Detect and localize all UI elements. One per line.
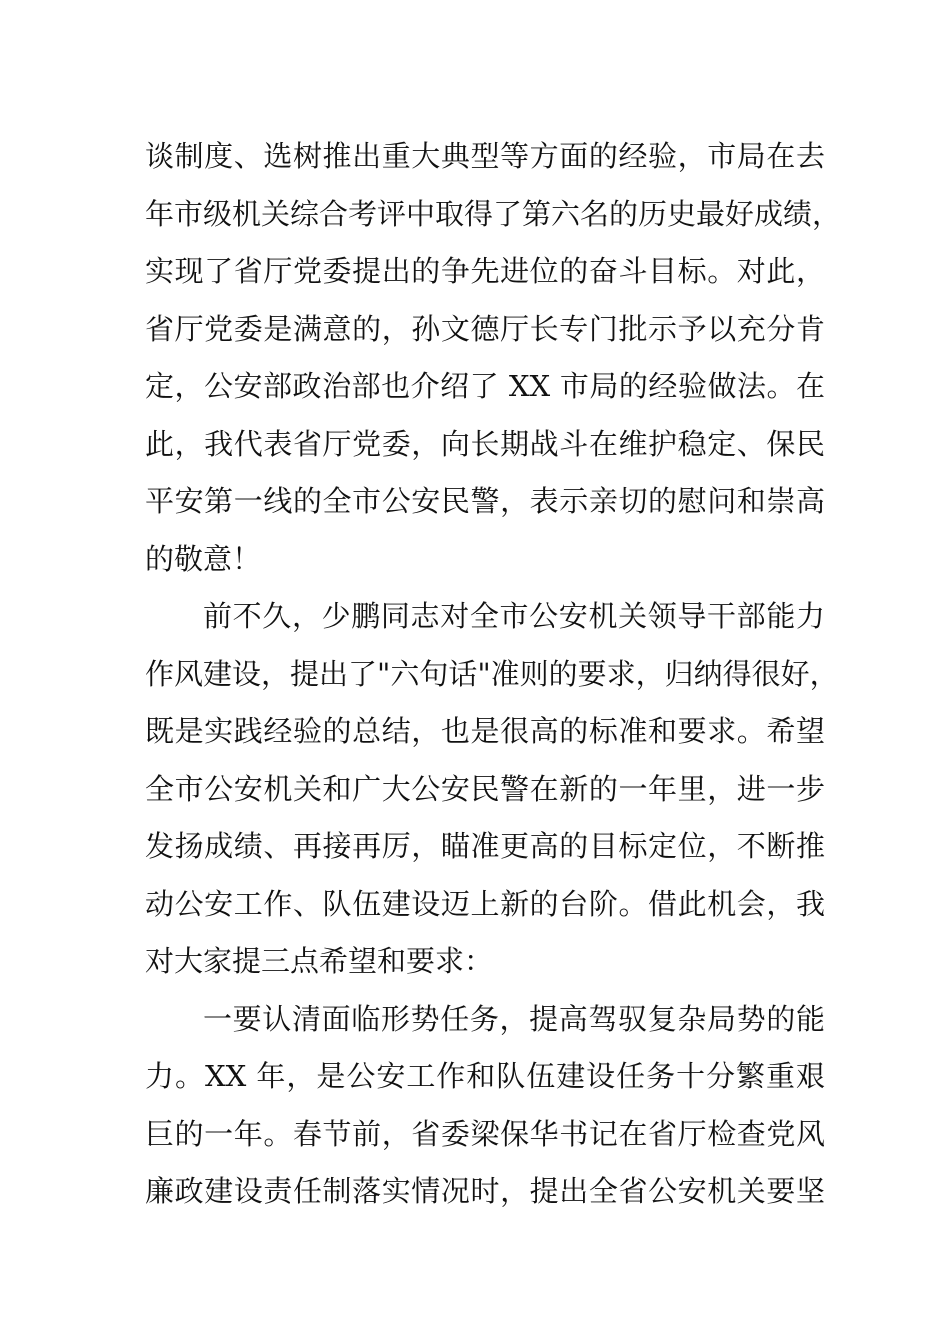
text-line: 发扬成绩、再接再厉，瞄准更高的目标定位，不断推 — [145, 829, 825, 863]
text-line: 实现了省厅党委提出的争先进位的奋斗目标。对此， — [145, 254, 825, 288]
text-line: 谈制度、选树推出重大典型等方面的经验，市局在去 — [145, 139, 825, 173]
document-body — [145, 128, 842, 1221]
text-line: 巨的一年。春节前，省委梁保华书记在省厅检查党风 — [145, 1116, 825, 1151]
text-line: 的敬意！ — [145, 541, 262, 576]
text-line: 省厅党委是满意的，孙文德厅长专门批示予以充分肯 — [145, 311, 825, 346]
text-line: 既是实践经验的总结，也是很高的标准和要求。希望 — [145, 714, 825, 748]
text-line: 年市级机关综合考评中取得了第六名的历史最好成绩， — [145, 196, 842, 231]
text-line: 对大家提三点希望和要求： — [145, 944, 494, 978]
text-line: 前不久，少鹏同志对全市公安机关领导干部能力 — [203, 599, 825, 633]
text-line: 一要认清面临形势任务，提高驾驭复杂局势的能 — [203, 1001, 825, 1036]
text-line: 定，公安部政治部也介绍了 XX 市局的经验做法。在 — [145, 369, 825, 403]
text-line: 全市公安机关和广大公安民警在新的一年里，进一步 — [145, 771, 825, 806]
text-line: 作风建设，提出了"六句话"准则的要求，归纳得很好， — [145, 656, 839, 691]
text-line: 廉政建设责任制落实情况时，提出全省公安机关要坚 — [145, 1174, 825, 1208]
text-line: 力。XX 年，是公安工作和队伍建设任务十分繁重艰 — [145, 1059, 825, 1093]
text-line: 平安第一线的全市公安民警，表示亲切的慰问和崇高 — [145, 484, 825, 518]
text-line: 动公安工作、队伍建设迈上新的台阶。借此机会，我 — [145, 886, 825, 921]
text-line: 此，我代表省厅党委，向长期战斗在维护稳定、保民 — [145, 426, 825, 461]
